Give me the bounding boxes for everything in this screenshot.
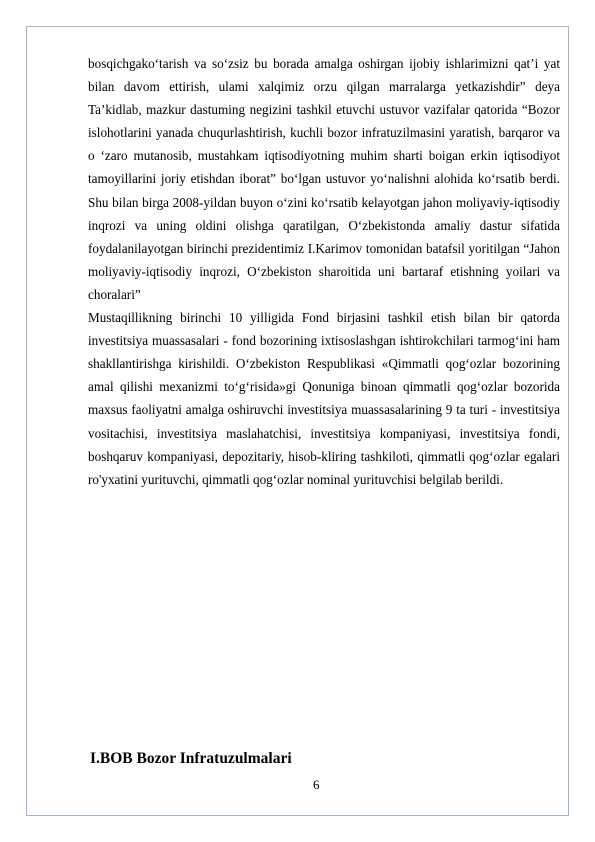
- chapter-heading: I.BOB Bozor Infratuzulmalari: [90, 750, 292, 767]
- document-body: [88, 52, 560, 491]
- body-paragraph-1: bosqichgako‘tarish va so‘zsiz bu borada amalga oshirgan ijobiy ishlarimizni qat’i yat bilan davom ettirish, ulami xalqimiz orzu qilgan marralarga yetkazishdir” deya Ta’kidlab, mazkur dastuming negizini tashkil etuvchi ustuvor vazifalar qatorida “Bozor islohotlarini yanada chuqurlashtirish, kuchli bozor infratuzilmasini yaratish, barqaror va o ‘zaro mutanosib, mustahkam iqtisodiyotning muhim sharti boigan erkin iqtisodiyot tamoyillarini joriy etishdan iborat” bo‘lgan ustuvor yo‘nalishni alohida ko‘rsatib berdi. Shu bilan birga 2008-yildan buyon o‘zini ko‘rsatib kelayotgan jahon moliyaviy-iqtisodiy inqrozi va uning oldini olishga qaratilgan, O‘zbekistonda amaliy dastur sifatida foydalanilayotgan birinchi prezidentimiz I.Karimov tomonidan batafsil yoritilgan “Jahon moliyaviy-iqtisodiy inqrozi, O‘zbekiston sharoitida uni bartaraf etishning yoilari va choralari”: [88, 56, 560, 302]
- body-paragraph-2: Mustaqillikning birinchi 10 yilligida Fond birjasini tashkil etish bilan bir qatorda investitsiya muassasalari - fond bozorining ixtisoslashgan ishtirokchilari tarmog‘ini ham shakllantirishga kirishildi. O‘zbekiston Respublikasi «Qimmatli qog‘ozlar bozorining amal qilishi mexanizmi to‘g‘risida»gi Qonuniga binoan qimmatli qog‘ozlar bozorida maxsus faoliyatni amalga oshiruvchi investitsiya muassasalarining 9 ta turi - investitsiya vositachisi, investitsiya maslahatchisi, investitsiya kompaniyasi, investitsiya fondi, boshqaruv kompaniyasi, depozitariy, hisob-kliring tashkiloti, qimmatli qog‘ozlar egalari ro'yxatini yurituvchi, qimmatli qog‘ozlar nominal yurituvchisi belgilab berildi.: [88, 310, 560, 487]
- page-number: 6: [313, 777, 320, 792]
